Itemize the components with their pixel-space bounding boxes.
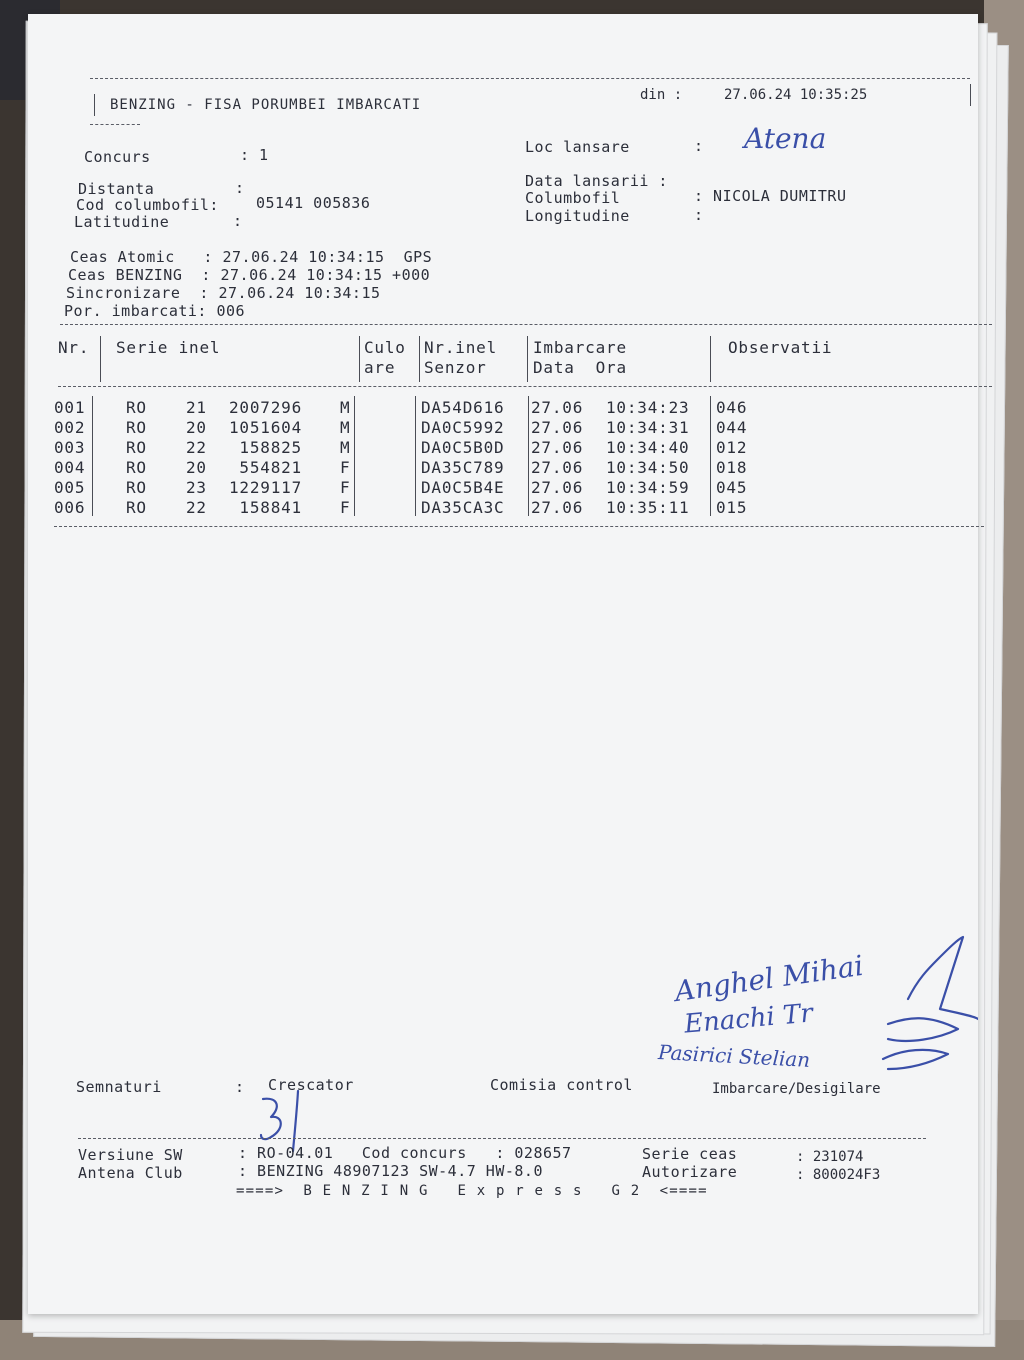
body-col-divider [92,396,93,516]
header-bottom-rule [90,124,140,125]
cell-sex: M [340,398,351,417]
cell-data: 27.06 [531,498,584,517]
cell-nr: 001 [54,398,86,417]
cell-sex: F [340,498,351,517]
distanta-value: : [235,179,245,197]
cell-an: 23 [186,478,207,497]
cell-ora: 10:34:59 [606,478,690,497]
col-header-imbarcare-2: Data Ora [533,358,627,377]
distanta-label: Distanta [78,180,155,198]
cell-ora: 10:34:23 [606,398,690,417]
cell-tara: RO [126,418,147,437]
antena-club-label: Antena Club [78,1164,183,1182]
cell-nr: 003 [54,438,86,457]
cell-inel: 1229117 [228,478,302,497]
cell-ora: 10:35:11 [606,498,690,517]
serie-ceas-value: : 231074 [796,1149,864,1165]
semnaturi-label: Semnaturi [76,1078,162,1096]
cell-ora: 10:34:31 [606,418,690,437]
signature-handwritten-3: Pasirici Stelian [657,1040,811,1072]
header-col-divider [359,336,360,382]
cell-tara: RO [126,398,147,417]
cell-an: 20 [186,458,207,477]
crescator-label: Crescator [268,1076,354,1094]
antena-club-value: : BENZING 48907123 SW-4.7 HW-8.0 [238,1162,543,1180]
body-col-divider [354,396,355,516]
col-header-observatii: Observatii [728,338,833,357]
sincronizare-line: Sincronizare : 27.06.24 10:34:15 [66,284,381,302]
cell-obs: 044 [716,418,748,437]
cell-data: 27.06 [531,478,584,497]
printed-form [28,14,978,1314]
ceas-benzing-line: Ceas BENZING : 27.06.24 10:34:15 +000 [68,266,431,284]
autorizare-value: : 800024F3 [796,1167,881,1183]
header-col-divider [710,336,711,382]
loc-lansare-colon: : [694,137,704,155]
cell-obs: 012 [716,438,748,457]
cell-an: 20 [186,418,207,437]
din-timestamp: 27.06.24 10:35:25 [724,87,868,103]
cell-data: 27.06 [531,438,584,457]
columbofil-value: : NICOLA DUMITRU [694,187,847,205]
cell-an: 22 [186,438,207,457]
header-col-divider [527,336,528,382]
din-label: din : [640,87,683,103]
cell-senzor: DA0C5B0D [421,438,505,457]
form-title: BENZING - FISA PORUMBEI IMBARCATI [110,97,422,113]
latitudine-label: Latitudine [74,213,170,231]
cell-sex: F [340,458,351,477]
cell-nr: 005 [54,478,86,497]
header-left-bar [94,94,95,116]
cell-an: 22 [186,498,207,517]
cell-senzor: DA54D616 [421,398,505,417]
cell-obs: 015 [716,498,748,517]
cell-sex: M [340,418,351,437]
cell-nr: 002 [54,418,86,437]
cell-inel: 2007296 [228,398,302,417]
longitudine-label: Longitudine [525,207,630,225]
autorizare-label: Autorizare [642,1163,738,1181]
cell-tara: RO [126,478,147,497]
cell-inel: 1051604 [228,418,302,437]
cell-data: 27.06 [531,398,584,417]
header-right-bar [970,84,971,106]
loc-lansare-label: Loc lansare [525,138,630,156]
cell-tara: RO [126,458,147,477]
cell-sex: M [340,438,351,457]
body-col-divider [415,396,416,516]
cell-nr: 004 [54,458,86,477]
col-header-serie: Serie inel [116,338,221,357]
cell-inel: 554821 [239,458,302,477]
cell-data: 27.06 [531,418,584,437]
cod-columbofil-label: Cod columbofil: [76,196,219,214]
versiune-cod-line: : RO-04.01 Cod concurs : 028657 [238,1144,572,1162]
cod-columbofil-value: 05141 005836 [256,194,371,212]
loc-lansare-handwritten: Atena [744,122,827,155]
cell-data: 27.06 [531,458,584,477]
cell-tara: RO [126,498,147,517]
cell-ora: 10:34:50 [606,458,690,477]
concurs-label: Concurs [84,148,151,166]
signature-scribble [868,929,978,1079]
col-header-nr: Nr. [58,338,90,357]
col-header-nrinel-1: Nr.inel [424,338,498,357]
header-top-rule [90,78,970,79]
body-col-divider [710,396,711,516]
comisia-control-label: Comisia control [490,1076,633,1094]
cell-obs: 045 [716,478,748,497]
table-top-rule [60,324,992,325]
benzing-express-banner: ====> B E N Z I N G E x p r e s s G 2 <==== [236,1183,708,1199]
cell-senzor: DA0C5992 [421,418,505,437]
cell-ora: 10:34:40 [606,438,690,457]
col-header-culoare-2: are [364,358,396,377]
table-header-rule [58,386,992,387]
signature-handwritten-2: Enachi Tr [682,998,814,1040]
table-bottom-rule [54,526,984,527]
header-col-divider [100,336,101,382]
cell-senzor: DA0C5B4E [421,478,505,497]
ceas-atomic-line: Ceas Atomic : 27.06.24 10:34:15 GPS [70,248,433,266]
semnaturi-colon: : [235,1078,245,1096]
col-header-culoare-1: Culo [364,338,406,357]
col-header-imbarcare-1: Imbarcare [533,338,627,357]
versiune-sw-label: Versiune SW [78,1146,183,1164]
longitudine-value: : [694,206,704,224]
columbofil-label: Columbofil [525,189,621,207]
cell-obs: 018 [716,458,748,477]
latitudine-value: : [233,212,243,230]
col-header-nrinel-2: Senzor [424,358,487,377]
cell-inel: 158825 [239,438,302,457]
cell-tara: RO [126,438,147,457]
footer-rule [78,1138,926,1139]
cell-senzor: DA35CA3C [421,498,505,517]
header-col-divider [419,336,420,382]
cell-obs: 046 [716,398,748,417]
cell-inel: 158841 [239,498,302,517]
serie-ceas-label: Serie ceas [642,1145,738,1163]
concurs-value: : 1 [240,146,269,164]
imbarcare-desigilare-label: Imbarcare/Desigilare [712,1081,881,1097]
body-col-divider [528,396,529,516]
porumbei-imbarcati-line: Por. imbarcati: 006 [64,302,246,320]
cell-nr: 006 [54,498,86,517]
data-lansarii-label: Data lansarii : [525,172,668,190]
cell-an: 21 [186,398,207,417]
cell-sex: F [340,478,351,497]
signature-handwritten-1: Anghel Mihai [672,948,866,1009]
cell-senzor: DA35C789 [421,458,505,477]
